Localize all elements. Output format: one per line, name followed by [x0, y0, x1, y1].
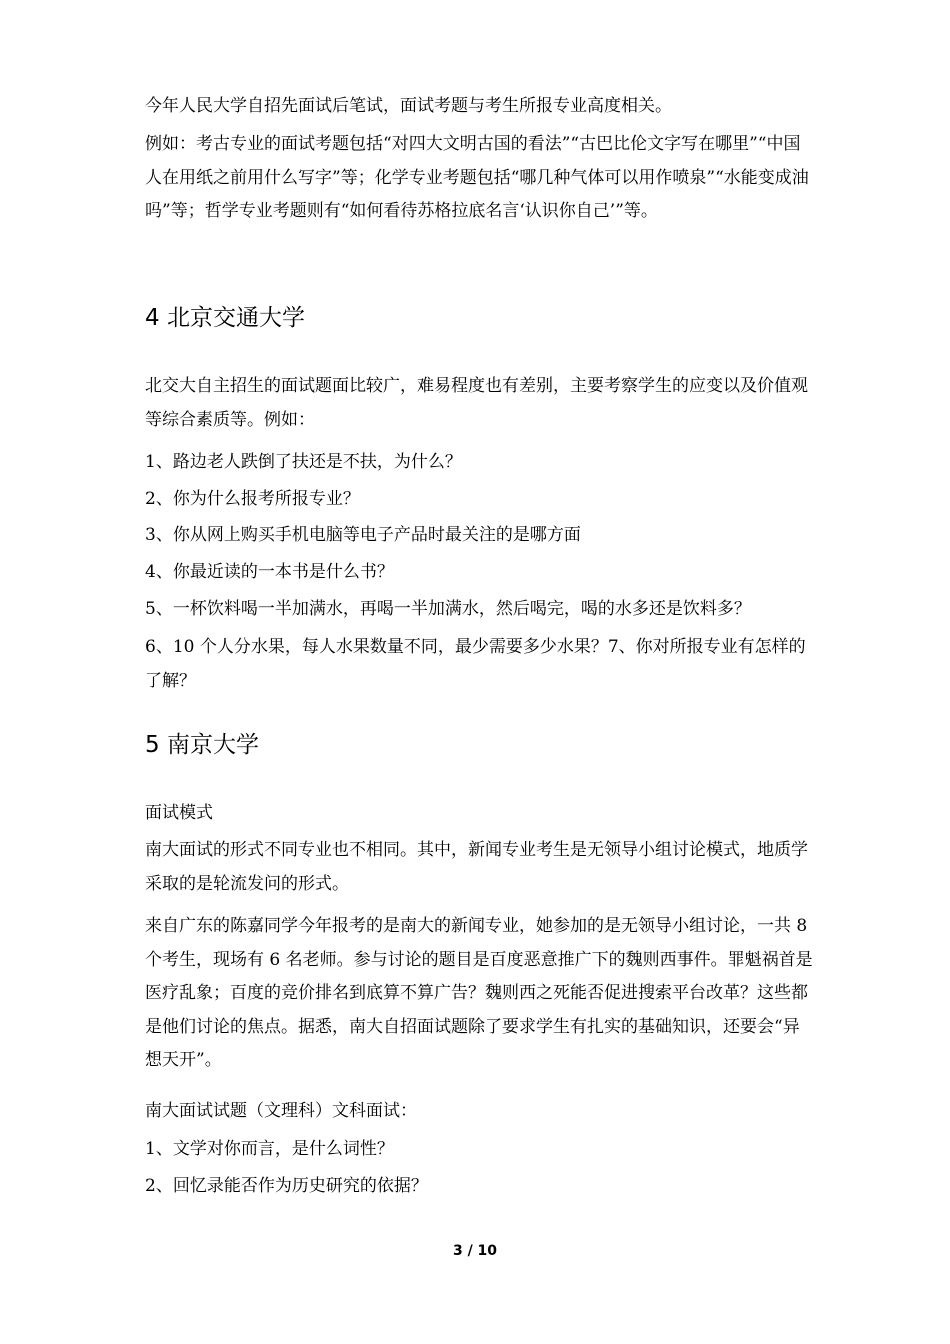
section-4-question-5: 5、一杯饮料喝一半加满水，再喝一半加满水，然后喝完，喝的水多还是饮料多？: [145, 599, 751, 619]
section-4-intro: 北交大自主招生的面试题面比较广，难易程度也有差别，主要考察学生的应变以及价值观等综合素质等。例如：: [145, 376, 808, 430]
page-number: 3 / 10: [452, 1243, 498, 1259]
section-5-question-1: 1、文学对你而言，是什么词性？: [145, 1139, 394, 1159]
intro-line-2: 例如：考古专业的面试考题包括“对四大文明古国的看法”“古巴比伦文字写在哪里”“中国人在用纸之前用什么写字”等；化学专业考题包括“哪几种气体可以用作喷泉”“水能变成油吗”等；哲学专业考题则有“如何看待苏格拉底名言‘认识你自己’”等。: [145, 134, 809, 221]
intro-line-1: 今年人民大学自招先面试后笔试，面试考题与考生所报专业高度相关。: [145, 96, 672, 116]
section-5-subheading: 面试模式: [145, 803, 213, 823]
section-5-paragraph-2: 来自广东的陈嘉同学今年报考的是南大的新闻专业，她参加的是无领导小组讨论，一共 8 个考生，现场有 6 名老师。参与讨论的题目是百度恶意推广下的魏则西事件。罪魁祸首是医疗乱象；百度的竞价排名到底算不算广告？魏则西之死能否促进搜索平台改革？这些都是他们讨论的焦点。据悉，南大自招面试题除了要求学生有扎实的基础知识，还要会“异想天开”。: [145, 916, 813, 1070]
section-4-question-6: 6、10 个人分水果，每人水果数量不同，最少需要多少水果？7、你对所报专业有怎样的了解？: [145, 637, 806, 691]
section-5-paragraph-1: 南大面试的形式不同专业也不相同。其中，新闻专业考生是无领导小组讨论模式，地质学采取的是轮流发问的形式。: [145, 840, 808, 894]
section-4-question-2: 2、你为什么报考所报专业？: [145, 489, 360, 509]
section-5-paragraph-3: 南大面试试题（文理科）文科面试：: [145, 1101, 417, 1121]
section-4-question-3: 3、你从网上购买手机电脑等电子产品时最关注的是哪方面: [145, 525, 581, 545]
section-5-question-2: 2、回忆录能否作为历史研究的依据？: [145, 1176, 428, 1196]
section-5-heading: 5 南京大学: [145, 732, 259, 758]
section-4-heading: 4 北京交通大学: [145, 305, 305, 331]
section-4-question-1: 1、路边老人跌倒了扶还是不扶，为什么？: [145, 452, 462, 472]
section-4-question-4: 4、你最近读的一本书是什么书？: [145, 562, 394, 582]
